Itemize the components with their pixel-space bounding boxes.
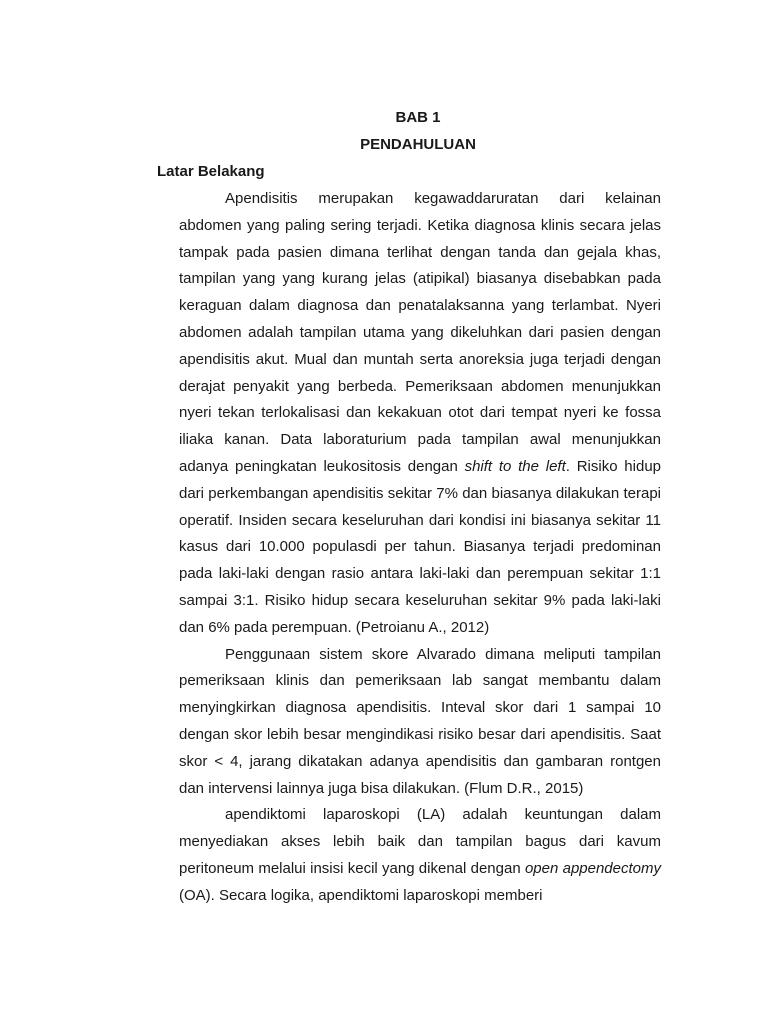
paragraph-3-text-b: (OA). Secara logika, apendiktomi laparoskopi memberi <box>179 886 543 904</box>
paragraph-3 <box>179 802 661 909</box>
paragraph-1 <box>179 186 661 642</box>
body-text <box>179 186 661 910</box>
paragraph-1-italic-term: shift to the left <box>464 457 566 475</box>
chapter-title: PENDAHULUAN <box>360 136 476 153</box>
section-title: Latar Belakang <box>157 163 265 180</box>
paragraph-1-text-b: . Risiko hidup dari perkembangan apendisitis sekitar 7% dan biasanya dilakukan terapi operatif. Insiden secara keseluruhan dari kondisi ini biasanya sekitar 11 kasus dari 10.000 populasdi per tahun. Biasanya terjadi predominan pada laki-laki dengan rasio antara laki-laki dan perempuan sekitar 1:1 sampai 3:1. Risiko hidup secara keseluruhan sekitar 9% pada laki-laki dan 6% pada perempuan. (Petroianu A., 2012) <box>179 457 661 636</box>
paragraph-2-text: Penggunaan sistem skore Alvarado dimana meliputi tampilan pemeriksaan klinis dan pemeriksaan lab sangat membantu dalam menyingkirkan diagnosa apendisitis. Inteval skor dari 1 sampai 10 dengan skor lebih besar mengindikasi risiko besar dari apendisitis. Saat skor < 4, jarang dikatakan adanya apendisitis dan gambaran rontgen dan intervensi lainnya juga bisa dilakukan. (Flum D.R., 2015) <box>179 645 661 797</box>
paragraph-3-text-a: apendiktomi laparoskopi (LA) adalah keuntungan dalam menyediakan akses lebih baik dan tampilan bagus dari kavum peritoneum melalui insisi kecil yang dikenal dengan <box>179 806 661 877</box>
chapter-number: BAB 1 <box>395 109 441 126</box>
paragraph-2 <box>179 642 661 803</box>
paragraph-1-text-a: Apendisitis merupakan kegawaddaruratan dari kelainan abdomen yang paling sering terjadi. Ketika diagnosa klinis secara jelas tampak pada pasien dimana terlihat dengan tanda dan gejala khas, tampilan yang yang kurang jelas (atipikal) biasanya disebabkan pada keraguan dalam diagnosa dan penatalaksanna yang terlambat. Nyeri abdomen adalah tampilan utama yang dikeluhkan dari pasien dengan apendisitis akut. Mual dan muntah serta anoreksia juga terjadi dengan derajat penyakit yang berbeda. Pemeriksaan abdomen menunjukkan nyeri tekan terlokalisasi dan kekakuan otot dari tempat nyeri ke fossa iliaka kanan. Data laboraturium pada tampilan awal menunjukkan adanya peningkatan leukositosis dengan <box>179 190 661 475</box>
paragraph-3-italic-term: open appendectomy <box>524 859 661 877</box>
